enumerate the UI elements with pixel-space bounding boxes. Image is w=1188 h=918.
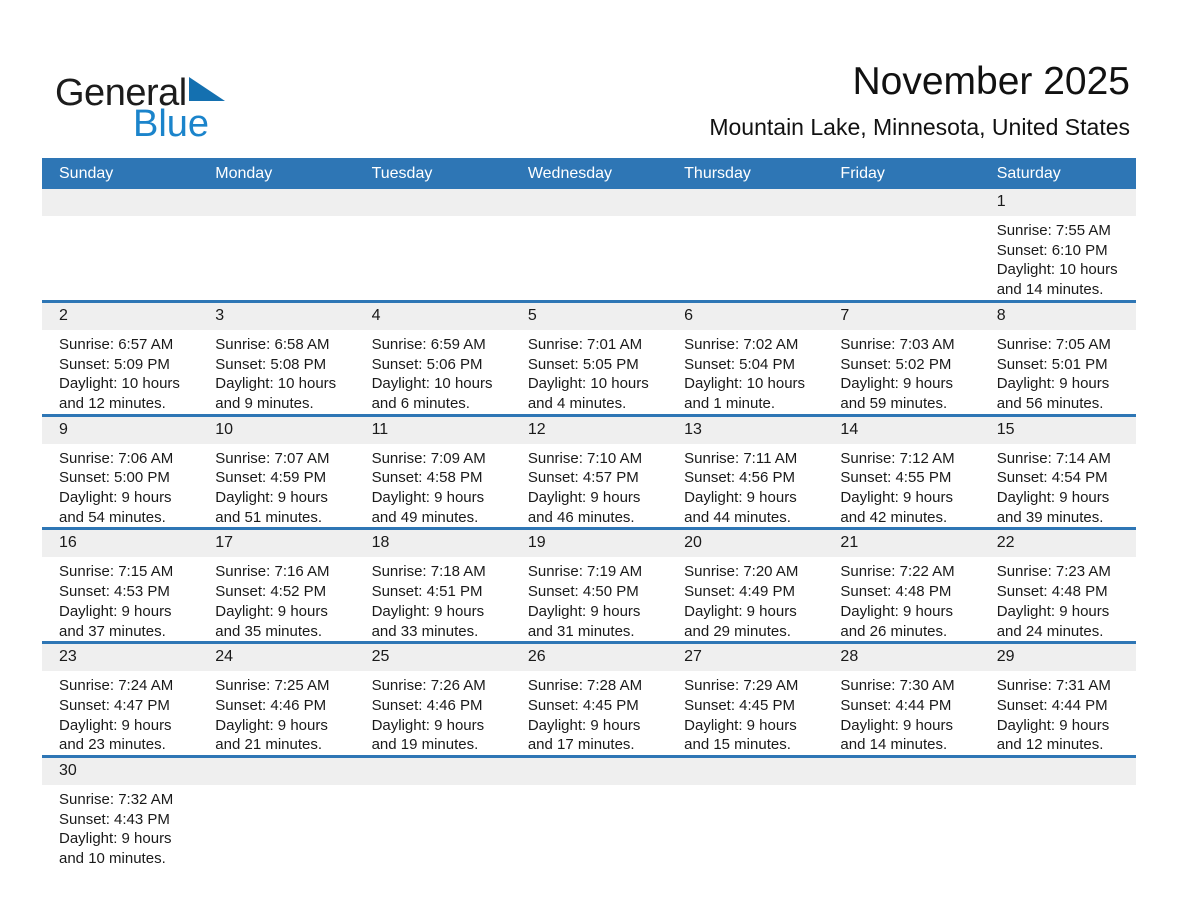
day-cell-20 (667, 530, 823, 641)
day-cell-2 (42, 303, 198, 414)
calendar (42, 158, 1136, 869)
day-band-empty (42, 189, 198, 216)
day-band-empty (355, 758, 511, 785)
empty-day-cell (42, 189, 198, 300)
day-details (980, 330, 1136, 414)
day-details (667, 444, 823, 528)
daylight-text-line1: Daylight: 9 hours (215, 489, 328, 507)
calendar-weeks (42, 189, 1136, 869)
day-number: 7 (823, 303, 979, 330)
day-number: 5 (511, 303, 667, 330)
empty-day-cell (198, 189, 354, 300)
empty-day-cell (823, 189, 979, 300)
day-cell-10 (198, 417, 354, 528)
week-row-5 (42, 644, 1136, 758)
sunset-text: Sunset: 4:49 PM (684, 583, 796, 601)
day-cell-16 (42, 530, 198, 641)
day-cell-6 (667, 303, 823, 414)
logo-triangle-icon (189, 77, 225, 101)
sunrise-text: Sunrise: 7:24 AM (59, 677, 174, 695)
day-cell-15 (980, 417, 1136, 528)
day-cell-18 (355, 530, 511, 641)
empty-day-cell (667, 189, 823, 300)
weekday-header-wednesday: Wednesday (527, 164, 613, 182)
day-cell-26 (511, 644, 667, 755)
day-number: 18 (355, 530, 511, 557)
day-number: 27 (667, 644, 823, 671)
sunrise-text: Sunrise: 7:28 AM (527, 677, 643, 695)
day-details (42, 330, 198, 414)
sunset-text: Sunset: 4:46 PM (371, 696, 483, 714)
day-details (511, 557, 667, 641)
daylight-text-line1: Daylight: 9 hours (684, 602, 797, 620)
day-number: 16 (42, 530, 198, 557)
daylight-text-line2: and 24 minutes. (996, 622, 1104, 640)
day-cell-12 (511, 417, 667, 528)
day-band-empty (823, 758, 979, 785)
day-cell-13 (667, 417, 823, 528)
sunset-text: Sunset: 4:43 PM (59, 810, 170, 828)
sunrise-text: Sunrise: 6:59 AM (371, 335, 486, 353)
day-band-empty (511, 758, 667, 785)
sunset-text: Sunset: 4:54 PM (996, 469, 1108, 487)
day-details (198, 671, 354, 755)
day-number: 25 (355, 644, 511, 671)
day-number: 17 (198, 530, 354, 557)
day-details (42, 785, 198, 869)
daylight-text-line1: Daylight: 9 hours (59, 830, 172, 848)
daylight-text-line1: Daylight: 9 hours (215, 602, 328, 620)
day-number: 15 (980, 417, 1136, 444)
day-details (42, 444, 198, 528)
day-number: 9 (42, 417, 198, 444)
daylight-text-line2: and 6 minutes. (371, 394, 470, 412)
daylight-text-line1: Daylight: 9 hours (996, 602, 1110, 620)
day-details (980, 557, 1136, 641)
daylight-text-line1: Daylight: 9 hours (59, 489, 172, 507)
day-cell-30 (42, 758, 198, 869)
day-band-empty (355, 189, 511, 216)
daylight-text-line1: Daylight: 9 hours (840, 716, 953, 734)
daylight-text-line2: and 46 minutes. (527, 508, 635, 526)
day-cell-27 (667, 644, 823, 755)
day-number: 30 (42, 758, 198, 785)
daylight-text-line1: Daylight: 10 hours (371, 375, 493, 393)
day-number: 29 (980, 644, 1136, 671)
sunrise-text: Sunrise: 7:14 AM (996, 449, 1111, 467)
sunrise-text: Sunrise: 7:26 AM (371, 677, 486, 695)
sunrise-text: Sunrise: 7:06 AM (59, 449, 174, 467)
daylight-text-line2: and 14 minutes. (996, 281, 1104, 299)
sunrise-text: Sunrise: 7:15 AM (59, 563, 174, 581)
sunset-text: Sunset: 4:45 PM (684, 696, 796, 714)
sunrise-text: Sunrise: 7:02 AM (684, 335, 799, 353)
day-details (355, 330, 511, 414)
day-number: 12 (511, 417, 667, 444)
daylight-text-line2: and 26 minutes. (840, 622, 948, 640)
day-cell-1 (980, 189, 1136, 300)
daylight-text-line2: and 29 minutes. (684, 622, 791, 640)
sunset-text: Sunset: 4:52 PM (215, 583, 327, 601)
sunset-text: Sunset: 4:44 PM (996, 696, 1108, 714)
sunset-text: Sunset: 5:08 PM (215, 355, 327, 373)
sunset-text: Sunset: 4:58 PM (371, 469, 483, 487)
sunset-text: Sunset: 5:02 PM (840, 355, 952, 373)
daylight-text-line1: Daylight: 9 hours (996, 375, 1110, 393)
day-details (823, 444, 979, 528)
day-cell-7 (823, 303, 979, 414)
daylight-text-line2: and 23 minutes. (59, 736, 166, 754)
daylight-text-line1: Daylight: 9 hours (840, 602, 953, 620)
daylight-text-line2: and 49 minutes. (371, 508, 479, 526)
daylight-text-line1: Daylight: 9 hours (59, 716, 172, 734)
weekday-header-row (42, 158, 1136, 189)
day-details (667, 671, 823, 755)
day-details (511, 330, 667, 414)
daylight-text-line1: Daylight: 10 hours (59, 375, 180, 393)
daylight-text-line2: and 21 minutes. (215, 736, 323, 754)
day-number: 11 (355, 417, 511, 444)
sunrise-text: Sunrise: 6:58 AM (215, 335, 330, 353)
day-cell-5 (511, 303, 667, 414)
daylight-text-line2: and 1 minute. (684, 394, 776, 412)
title-block (709, 60, 1130, 141)
daylight-text-line1: Daylight: 9 hours (527, 489, 641, 507)
sunrise-text: Sunrise: 7:19 AM (527, 563, 643, 581)
sunset-text: Sunset: 4:44 PM (840, 696, 952, 714)
sunrise-text: Sunrise: 7:32 AM (59, 791, 174, 809)
sunrise-text: Sunrise: 7:20 AM (684, 563, 799, 581)
sunrise-text: Sunrise: 7:18 AM (371, 563, 486, 581)
daylight-text-line2: and 14 minutes. (840, 736, 948, 754)
day-cell-24 (198, 644, 354, 755)
daylight-text-line1: Daylight: 10 hours (527, 375, 649, 393)
daylight-text-line2: and 12 minutes. (996, 736, 1104, 754)
daylight-text-line2: and 15 minutes. (684, 736, 791, 754)
day-number: 1 (980, 189, 1136, 216)
sunset-text: Sunset: 5:04 PM (684, 355, 796, 373)
day-number: 21 (823, 530, 979, 557)
empty-day-cell (198, 758, 354, 869)
sunrise-text: Sunrise: 7:12 AM (840, 449, 955, 467)
daylight-text-line1: Daylight: 9 hours (215, 716, 328, 734)
weekday-header-friday: Friday (840, 164, 885, 182)
day-details (355, 557, 511, 641)
sunrise-text: Sunrise: 7:30 AM (840, 677, 955, 695)
day-cell-23 (42, 644, 198, 755)
daylight-text-line1: Daylight: 9 hours (371, 489, 485, 507)
daylight-text-line2: and 54 minutes. (59, 508, 166, 526)
daylight-text-line2: and 59 minutes. (840, 394, 948, 412)
daylight-text-line2: and 42 minutes. (840, 508, 948, 526)
day-cell-22 (980, 530, 1136, 641)
day-band-empty (511, 189, 667, 216)
day-cell-17 (198, 530, 354, 641)
daylight-text-line2: and 33 minutes. (371, 622, 479, 640)
weekday-header-monday: Monday (215, 164, 273, 182)
daylight-text-line1: Daylight: 9 hours (371, 716, 485, 734)
day-number: 20 (667, 530, 823, 557)
day-number: 13 (667, 417, 823, 444)
day-band-empty (198, 758, 354, 785)
day-cell-9 (42, 417, 198, 528)
day-details (511, 671, 667, 755)
sunset-text: Sunset: 5:09 PM (59, 355, 170, 373)
day-band-empty (980, 758, 1136, 785)
day-cell-21 (823, 530, 979, 641)
day-details (198, 330, 354, 414)
sunset-text: Sunset: 4:53 PM (59, 583, 170, 601)
sunset-text: Sunset: 4:55 PM (840, 469, 952, 487)
daylight-text-line1: Daylight: 10 hours (684, 375, 806, 393)
sunset-text: Sunset: 4:47 PM (59, 696, 170, 714)
day-details (823, 671, 979, 755)
day-number: 2 (42, 303, 198, 330)
day-number: 8 (980, 303, 1136, 330)
general-blue-logo (55, 74, 225, 143)
week-row-6 (42, 758, 1136, 869)
day-number: 4 (355, 303, 511, 330)
daylight-text-line2: and 37 minutes. (59, 622, 166, 640)
daylight-text-line2: and 4 minutes. (527, 394, 627, 412)
day-number: 19 (511, 530, 667, 557)
sunrise-text: Sunrise: 7:05 AM (996, 335, 1111, 353)
weekday-header-sunday: Sunday (59, 164, 114, 182)
sunset-text: Sunset: 5:00 PM (59, 469, 170, 487)
sunrise-text: Sunrise: 7:25 AM (215, 677, 330, 695)
sunset-text: Sunset: 5:06 PM (371, 355, 483, 373)
day-number: 26 (511, 644, 667, 671)
weekday-header-saturday: Saturday (996, 164, 1061, 182)
day-number: 14 (823, 417, 979, 444)
day-cell-19 (511, 530, 667, 641)
sunrise-text: Sunrise: 7:03 AM (840, 335, 955, 353)
day-cell-14 (823, 417, 979, 528)
weekday-header-tuesday: Tuesday (371, 164, 433, 182)
empty-day-cell (823, 758, 979, 869)
sunset-text: Sunset: 5:01 PM (996, 355, 1108, 373)
sunrise-text: Sunrise: 7:23 AM (996, 563, 1111, 581)
sunrise-text: Sunrise: 7:31 AM (996, 677, 1111, 695)
sunset-text: Sunset: 4:51 PM (371, 583, 483, 601)
day-number: 24 (198, 644, 354, 671)
daylight-text-line1: Daylight: 9 hours (527, 716, 641, 734)
week-row-4 (42, 530, 1136, 644)
day-cell-29 (980, 644, 1136, 755)
day-cell-3 (198, 303, 354, 414)
day-number: 10 (198, 417, 354, 444)
sunrise-text: Sunrise: 7:10 AM (527, 449, 643, 467)
daylight-text-line1: Daylight: 9 hours (840, 375, 953, 393)
daylight-text-line1: Daylight: 9 hours (996, 489, 1110, 507)
sunrise-text: Sunrise: 7:16 AM (215, 563, 330, 581)
day-band-empty (823, 189, 979, 216)
sunset-text: Sunset: 4:56 PM (684, 469, 796, 487)
day-cell-8 (980, 303, 1136, 414)
logo-text-general: General (55, 72, 187, 114)
day-number: 28 (823, 644, 979, 671)
daylight-text-line1: Daylight: 10 hours (215, 375, 337, 393)
sunrise-text: Sunrise: 7:09 AM (371, 449, 486, 467)
daylight-text-line1: Daylight: 9 hours (684, 716, 797, 734)
day-band-empty (667, 189, 823, 216)
daylight-text-line2: and 19 minutes. (371, 736, 479, 754)
page-title: November 2025 (852, 60, 1130, 103)
daylight-text-line2: and 44 minutes. (684, 508, 791, 526)
sunrise-text: Sunrise: 7:55 AM (996, 222, 1111, 239)
day-band-empty (667, 758, 823, 785)
daylight-text-line2: and 12 minutes. (59, 394, 166, 412)
day-details (198, 444, 354, 528)
daylight-text-line1: Daylight: 9 hours (527, 602, 641, 620)
sunrise-text: Sunrise: 7:01 AM (527, 335, 643, 353)
week-row-3 (42, 417, 1136, 531)
day-band-empty (198, 189, 354, 216)
day-details (980, 444, 1136, 528)
daylight-text-line2: and 31 minutes. (527, 622, 635, 640)
day-number: 23 (42, 644, 198, 671)
day-number: 22 (980, 530, 1136, 557)
day-cell-4 (355, 303, 511, 414)
day-details (667, 557, 823, 641)
day-details (980, 671, 1136, 755)
empty-day-cell (980, 758, 1136, 869)
sunset-text: Sunset: 4:59 PM (215, 469, 327, 487)
sunset-text: Sunset: 4:50 PM (527, 583, 639, 601)
week-row-1 (42, 189, 1136, 303)
daylight-text-line2: and 17 minutes. (527, 736, 635, 754)
day-details (823, 330, 979, 414)
sunset-text: Sunset: 6:10 PM (996, 241, 1108, 259)
empty-day-cell (667, 758, 823, 869)
daylight-text-line2: and 10 minutes. (59, 850, 166, 868)
daylight-text-line1: Daylight: 9 hours (371, 602, 485, 620)
daylight-text-line1: Daylight: 9 hours (840, 489, 953, 507)
day-details (355, 671, 511, 755)
empty-day-cell (355, 758, 511, 869)
daylight-text-line2: and 9 minutes. (215, 394, 314, 412)
sunrise-text: Sunrise: 7:22 AM (840, 563, 955, 581)
sunset-text: Sunset: 4:46 PM (215, 696, 327, 714)
daylight-text-line1: Daylight: 9 hours (684, 489, 797, 507)
day-details (667, 330, 823, 414)
sunrise-text: Sunrise: 7:11 AM (684, 449, 798, 467)
empty-day-cell (511, 758, 667, 869)
day-cell-28 (823, 644, 979, 755)
page-subtitle: Mountain Lake, Minnesota, United States (709, 113, 1130, 140)
sunset-text: Sunset: 4:45 PM (527, 696, 639, 714)
sunrise-text: Sunrise: 7:07 AM (215, 449, 330, 467)
day-details (42, 557, 198, 641)
sunrise-text: Sunrise: 6:57 AM (59, 335, 174, 353)
weekday-header-thursday: Thursday (684, 164, 751, 182)
daylight-text-line1: Daylight: 9 hours (59, 602, 172, 620)
day-details (355, 444, 511, 528)
day-details (42, 671, 198, 755)
day-number: 3 (198, 303, 354, 330)
daylight-text-line2: and 35 minutes. (215, 622, 323, 640)
sunset-text: Sunset: 4:57 PM (527, 469, 639, 487)
daylight-text-line2: and 56 minutes. (996, 394, 1104, 412)
day-details (198, 557, 354, 641)
sunset-text: Sunset: 4:48 PM (840, 583, 952, 601)
daylight-text-line2: and 51 minutes. (215, 508, 323, 526)
day-cell-11 (355, 417, 511, 528)
day-details (823, 557, 979, 641)
day-details (980, 216, 1136, 300)
day-cell-25 (355, 644, 511, 755)
daylight-text-line1: Daylight: 9 hours (996, 716, 1110, 734)
week-row-2 (42, 303, 1136, 417)
day-number: 6 (667, 303, 823, 330)
sunset-text: Sunset: 5:05 PM (527, 355, 639, 373)
empty-day-cell (355, 189, 511, 300)
sunrise-text: Sunrise: 7:29 AM (684, 677, 799, 695)
daylight-text-line1: Daylight: 10 hours (996, 261, 1118, 279)
day-details (511, 444, 667, 528)
empty-day-cell (511, 189, 667, 300)
logo-text-blue: Blue (133, 103, 210, 145)
sunset-text: Sunset: 4:48 PM (996, 583, 1108, 601)
daylight-text-line2: and 39 minutes. (996, 508, 1104, 526)
